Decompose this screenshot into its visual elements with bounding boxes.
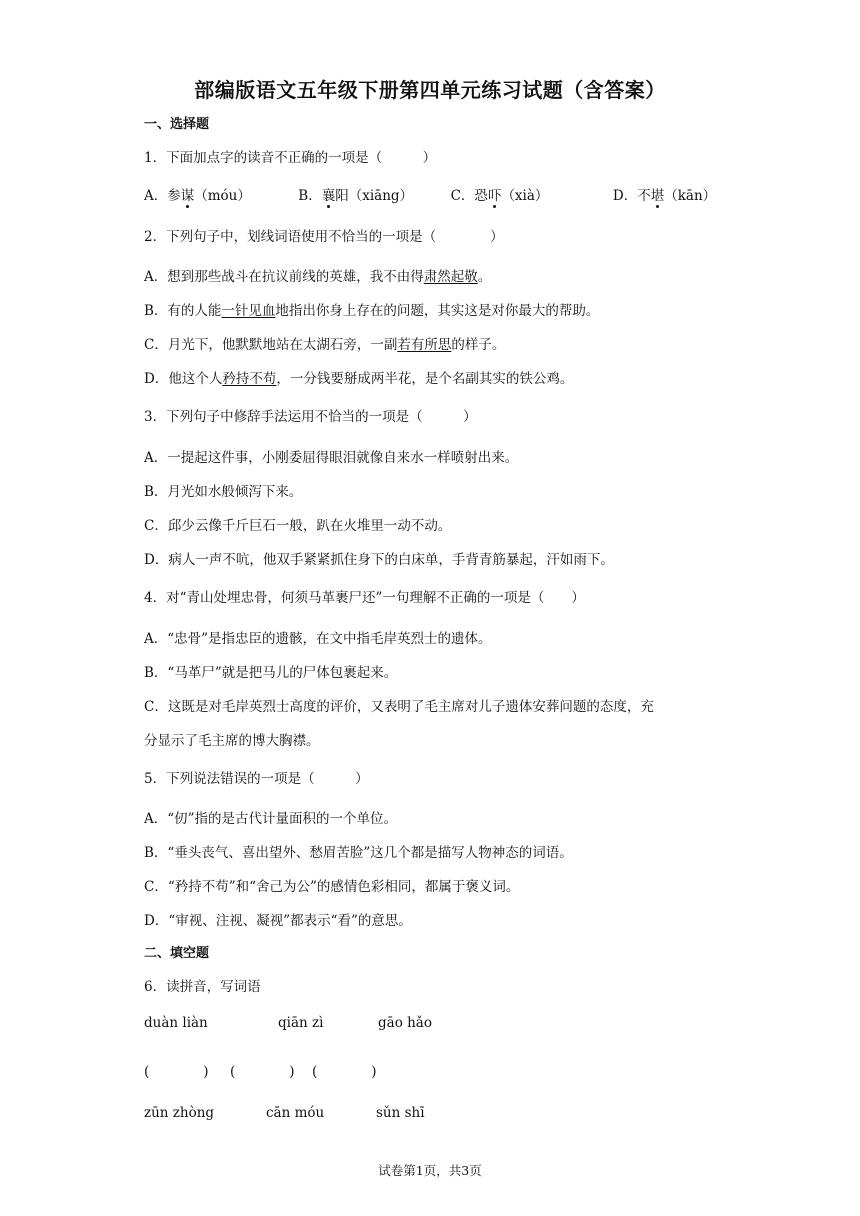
underlined-word: 矜持不苟 (222, 371, 277, 387)
underlined-word: 一针见血 (221, 303, 276, 319)
question-5-option-c: C．“矜持不苟”和“舍己为公”的感情色彩相同，都属于褒义词。 (144, 879, 520, 895)
option-d: D．不堪（kān） (613, 184, 716, 204)
dotted-char: 谋 (181, 184, 195, 204)
pinyin: qiān zì (278, 1015, 324, 1031)
question-4-option-c-continued: 分显示了毛主席的博大胸襟。 (144, 733, 320, 749)
option-c: C．恐吓（xià） (451, 184, 609, 204)
answer-blank[interactable]: ( ) (230, 1064, 295, 1080)
question-3-option-b: B．月光如水般倾泻下来。 (144, 484, 303, 500)
question-4-stem: 4．对“青山处埋忠骨，何须马革裹尸还”一句理解不正确的一项是（ ） (144, 590, 585, 606)
section-heading-choice: 一、选择题 (144, 117, 210, 132)
option-a: A．参谋（móu） (144, 184, 294, 204)
question-2-option-d: D．他这个人矜持不苟，一分钱要掰成两半花，是个名副其实的铁公鸡。 (144, 371, 574, 387)
question-5-option-d: D．“审视、注视、凝视”都表示“看”的意思。 (144, 913, 412, 929)
page-footer: 试卷第1页，共3页 (378, 1163, 482, 1178)
question-1-options (144, 184, 716, 204)
pinyin: gāo hǎo (378, 1015, 432, 1031)
question-4-option-c: C．这既是对毛岸英烈士高度的评价，又表明了毛主席对儿子遗体安葬问题的态度，充 (144, 699, 654, 715)
question-4-option-b: B．“马革尸”就是把马儿的尸体包裹起来。 (144, 665, 398, 681)
pinyin-row-1 (144, 1015, 432, 1031)
dotted-char: 吓 (488, 184, 502, 204)
question-6-stem: 6．读拼音，写词语 (144, 979, 261, 995)
answer-blanks-row (144, 1060, 377, 1080)
question-2-option-a: A．想到那些战斗在抗议前线的英雄，我不由得肃然起敬。 (144, 269, 492, 285)
question-1-stem: 1．下面加点字的读音不正确的一项是（ ） (144, 150, 437, 166)
underlined-word: 肃然起敬 (423, 269, 478, 285)
question-5-option-b: B．“垂头丧气、喜出望外、愁眉苦脸”这几个都是描写人物神态的词语。 (144, 845, 573, 861)
question-5-stem: 5．下列说法错误的一项是（ ） (144, 771, 369, 787)
page-title: 部编版语文五年级下册第四单元练习试题（含答案） (194, 78, 666, 102)
question-2-option-c: C．月光下，他默默地站在太湖石旁，一副若有所思的样子。 (144, 337, 506, 353)
pinyin: cān móu (266, 1105, 325, 1121)
dotted-char: 襄 (322, 184, 336, 204)
question-3-stem: 3．下列句子中修辞手法运用不恰当的一项是（ ） (144, 409, 477, 425)
question-4-option-a: A．“忠骨”是指忠臣的遗骸，在文中指毛岸英烈士的遗体。 (144, 631, 492, 647)
option-b: B．襄阳（xiāng） (298, 184, 446, 204)
pinyin: sǔn shī (376, 1105, 425, 1121)
answer-blank[interactable]: ( ) (312, 1064, 377, 1080)
question-3-option-c: C．邱少云像千斤巨石一般，趴在火堆里一动不动。 (144, 518, 452, 534)
question-2-option-b: B．有的人能一针见血地指出你身上存在的问题，其实这是对你最大的帮助。 (144, 303, 600, 319)
pinyin: zūn zhòng (144, 1105, 215, 1121)
answer-blank[interactable]: ( ) (144, 1064, 209, 1080)
dotted-char: 堪 (651, 184, 665, 204)
underlined-word: 若有所思 (397, 337, 452, 353)
question-3-option-d: D．病人一声不吭，他双手紧紧抓住身下的白床单，手背青筋暴起，汗如雨下。 (144, 552, 614, 568)
question-5-option-a: A．“仞”指的是古代计量面积的一个单位。 (144, 811, 398, 827)
pinyin: duàn liàn (144, 1015, 208, 1031)
question-3-option-a: A．一提起这件事，小刚委屈得眼泪就像自来水一样喷射出来。 (144, 450, 519, 466)
question-2-stem: 2．下列句子中，划线词语使用不恰当的一项是（ ） (144, 229, 504, 245)
pinyin-row-2 (144, 1105, 425, 1121)
section-heading-fill: 二、填空题 (144, 946, 210, 961)
